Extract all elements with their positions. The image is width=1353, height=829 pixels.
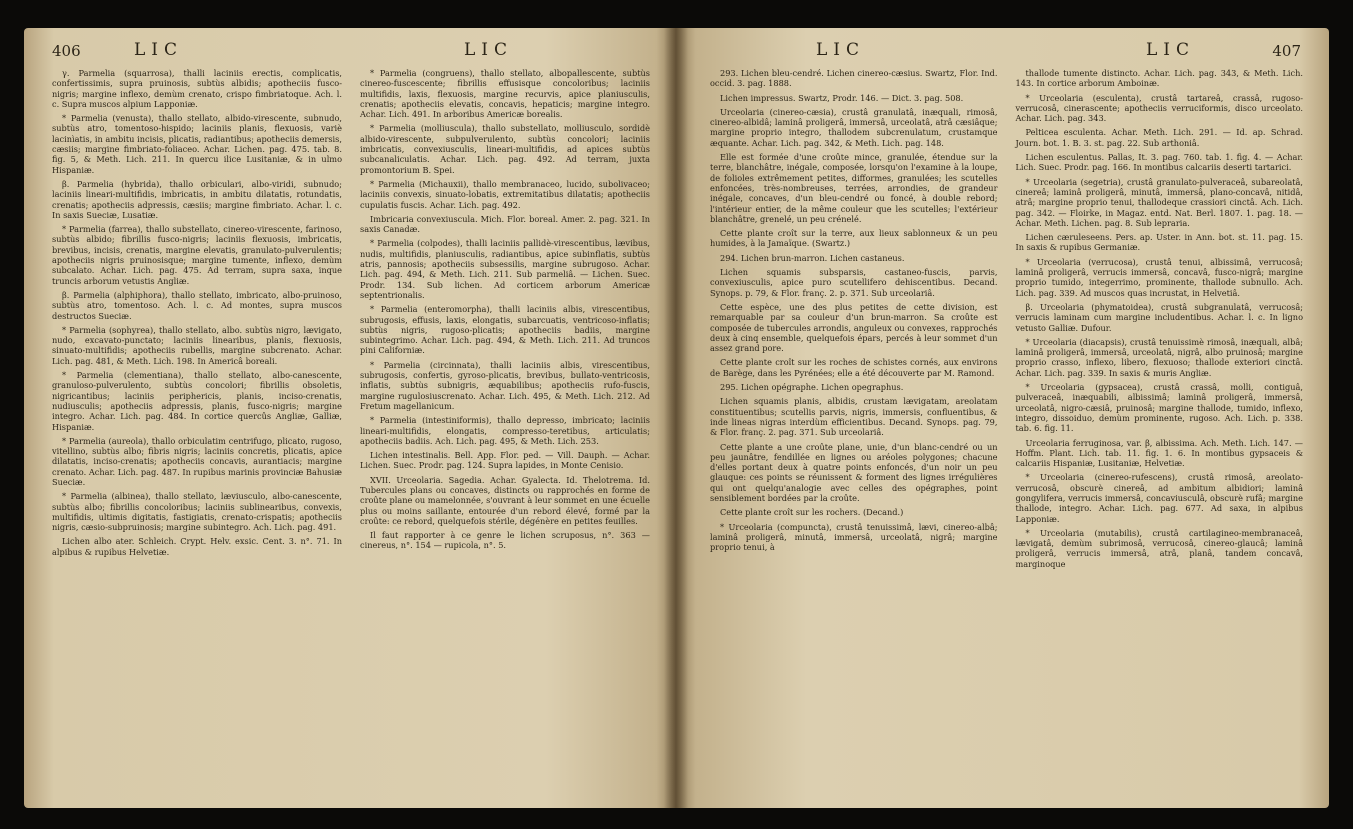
paragraph: * Urceolaria (verrucosa), crustâ tenui, albissimâ, verrucosâ; laminâ proligerâ, verrucis immersâ, concavâ, fusco-nigrâ; margine proprio tumido, integerrimo, prominente, thallode subnullo. Ach. Lich. pag. 339. Ad muscos quas incrustat, in Helvetiâ.	[1015, 256, 1303, 298]
left-page-header	[24, 40, 676, 66]
paragraph: * Urceolaria (cinereo-rufescens), crustâ rimosâ, areolato-verrucosâ, obscurè cinereâ, ad ambitum albidiori; laminâ gongylifera, verrucis immersâ, concaviusculâ, obscurè rufâ; margine thallode, integro. Achar. Lich. pag. 677. Ad saxa, in alpibus Lapponiæ.	[1015, 472, 1303, 524]
paragraph: * Parmelia (intestiniformis), thallo depresso, imbricato; laciniis lineari-multifidis, elongatis, compresso-teretibus, articulatis; apotheciis badiis. Ach. Lich. pag. 495, & Meth. Lich. 253.	[360, 415, 650, 446]
paragraph: Lichen squamis subsparsis, castaneo-fuscis, parvis, convexiusculis, apice puro scutellifero dehiscentibus. Decand. Synops. p. 79, & Flor. franç. 2. p. 371. Sub urceolariâ.	[710, 267, 998, 298]
right-page-columns	[710, 68, 1303, 796]
paragraph: Lichen cæruleseens. Pers. ap. Uster. in Ann. bot. st. 11. pag. 15. In saxis & rupibus Germaniæ.	[1015, 232, 1303, 253]
running-head: LIC	[134, 40, 184, 60]
paragraph: * Parmelia (congruens), thallo stellato, albopallescente, subtùs cinereo-fuscescente; fibrillis effusisque concoloribus; laciniis multifidis, laxis, flexuosis, margine recurvis, apice planiusculis, crenatis; apotheciis elevatis, concavis, hepaticis; margine integro. Achar. Lich. 491. In arboribus Americæ borealis.	[360, 68, 650, 120]
right-page	[676, 28, 1329, 808]
paragraph: * Parmelia (albinea), thallo stellato, læviusculo, albo-canescente, subtùs albo; fibrillis concoloribus; laciniis sublinearibus, convexis, multifidis, ultimis digitatis, fastigiatis, crenato-crispatis; apotheciis nigris, cæsio-subpruinosis; margine subintegro. Ach. Lich. pag. 491.	[52, 491, 342, 533]
paragraph: Cette plante croît sur les rochers. (Decand.)	[720, 507, 904, 518]
paragraph: Cette plante croît sur la terre, aux lieux sablonneux & un peu humides, à la Jamaïque. (Swartz.)	[710, 228, 998, 249]
open-book	[24, 28, 1329, 808]
paragraph: β. Parmelia (alphiphora), thallo stellato, imbricato, albo-pruinoso, subtùs atro, tomentoso. Ach. l. c. Ad montes, supra muscos destructos Sueciæ.	[52, 289, 342, 321]
paragraph: Lichen esculentus. Pallas, It. 3. pag. 760. tab. 1. fig. 4. — Achar. Lich. Suec. Prodr. pag. 166. In montibus calcariis deserti tartarici.	[1015, 152, 1303, 173]
paragraph: * Urceolaria (compuncta), crustâ tenuissimâ, lævi, cinereo-albâ; laminâ proligerâ, minutâ, immersâ, urceolatâ, nigrâ; margine proprio tenui, à	[710, 521, 998, 553]
paragraph: Lichen albo ater. Schleich. Crypt. Helv. exsic. Cent. 3. n°. 71. In alpibus & rupibus Helvetiæ.	[52, 536, 342, 557]
right-page-header	[676, 40, 1329, 66]
paragraph: Urceolaria ferruginosa, var. β, albissima. Ach. Meth. Lich. 147. — Hoffm. Plant. Lich. tab. 11. fig. 1. 6. In montibus gypsaceis & calcariis Hispaniæ, Lusitaniæ, Helvetiæ.	[1015, 437, 1303, 469]
paragraph: Lichen squamis planis, albidis, crustam lævigatam, areolatam constituentibus; scutellis parvis, nigris, immersis, confluentibus, & inde lineas nigras interdùm efficientibus. Decand. Synops. pag. 79, & Flor. franç. 2. pag. 371. Sub urceolariâ.	[710, 396, 998, 438]
paragraph: β. Parmelia (hybrida), thallo orbiculari, albo-viridi, subnudo; laciniis lineari-multifidis, imbricatis, in ambitu dilatatis, rotundatis, crenatis; apotheciis adpressis, cæsiis; margine fimbriato. Achar. l. c. In saxis Sueciæ, Lusatiæ.	[52, 178, 342, 220]
left-page	[24, 28, 676, 808]
page-number: 406	[52, 42, 81, 60]
text-column	[52, 68, 342, 796]
paragraph: Lichen intestinalis. Bell. App. Flor. ped. — Vill. Dauph. — Achar. Lichen. Suec. Prodr. pag. 124. Supra lapides, in Monte Cenisio.	[360, 450, 650, 471]
paragraph: 293. Lichen bleu-cendré. Lichen cinereo-cæsius. Swartz, Flor. Ind. occid. 3. pag. 1888.	[710, 68, 998, 89]
text-column	[710, 68, 998, 796]
paragraph: Elle est formée d'une croûte mince, granulée, étendue sur la terre, blanchâtre, inégale, composée, lorsqu'on l'examine à la loupe, de folioles extrêmement petites, difformes, granulées; les scutelles enfoncées, très-nombreuses, terrées, arrondies, de grandeur inégale, concaves, d'un bleu-cendré ou foncé, à double rebord; l'intérieur entier, de la même couleur que les scutelles; l'extérieur blanchâtre, grenelé, un peu crénelé.	[710, 152, 998, 224]
paragraph: * Urceolaria (diacapsis), crustâ tenuissimè rimosâ, inæquali, albâ; laminâ proligerâ, immersâ, urceolatâ, nigrâ, albo pruinosâ; margine proprio crasso, inflexo, libero, flexuoso; thallode exteriori cinctâ. Achar. Lich. pag. 339. In saxis & muris Angliæ.	[1015, 336, 1303, 378]
paragraph: thallode tumente distincto. Achar. Lich. pag. 343, & Meth. Lich. 143. In cortice arborum Amboinæ.	[1015, 68, 1303, 89]
paragraph: * Parmelia (colpodes), thalli laciniis pallidè-virescentibus, lævibus, nudis, multifidis, planiusculis, radiantibus, apice subinflatis, subtùs atris, pannosis; apotheciis subsessilis, margine subrugoso. Achar. Lich. pag. 494, & Meth. Lich. 211. Sub parmeliâ. — Lichen. Suec. Prodr. 134. Sub lichen. Ad corticem arborum Americæ septentrionalis.	[360, 238, 650, 300]
text-column	[1016, 68, 1304, 796]
paragraph: * Parmelia (clementiana), thallo stellato, albo-canescente, granuloso-pulverulento, subtùs concolori; fibrillis obsoletis, nigricantibus; laciniis periphericis, planis, inciso-crenatis, nudiusculis; apotheciis adpressis, planis, fusco-nigris; margine integro. Achar. Lich. pag. 484. In cortice quercûs Angliæ, Galliæ, Hispaniæ.	[52, 370, 342, 432]
paragraph: * Parmelia (sophyrea), thallo stellato, albo. subtùs nigro, lævigato, nudo, excavato-punctato; laciniis linearibus, planis, flexuosis, sinuato-multifidis; apotheciis rubellis, margine subcrenato. Achar. Lich. pag. 481, & Meth. Lich. 198. In Americâ boreali.	[52, 324, 342, 366]
paragraph: Cette plante croît sur les roches de schistes cornés, aux environs de Barège, dans les Pyrénées; elle a été découverte par M. Ramond.	[710, 357, 998, 378]
left-page-columns	[52, 68, 650, 796]
page-number: 407	[1272, 42, 1301, 60]
paragraph: Il faut rapporter à ce genre le lichen scruposus, n°. 363 — cinereus, n°. 154 — rupicola, n°. 5.	[360, 530, 650, 551]
paragraph: β. Urceolaria (phymatoidea), crustâ subgranulatâ, verrucosâ; verrucis laminam cum margine includentibus. Achar. l. c. In ligno vetusto Galliæ. Dufour.	[1015, 301, 1303, 333]
paragraph: * Parmelia (Michauxii), thallo membranaceo, lucido, subolivaceo; laciniis convexis, sinuato-lobatis, extremitatibus dilatatis; apotheciis cupulatis fuscis. Achar. Lich. pag. 492.	[360, 178, 650, 210]
paragraph: Pelticea esculenta. Achar. Meth. Lich. 291. — Id. ap. Schrad. Journ. bot. 1. B. 3. st. pag. 22. Sub arthoniâ.	[1015, 127, 1303, 148]
paragraph: * Parmelia (circinnata), thalli laciniis albis, virescentibus, subrugosis, confertis, gyroso-plicatis, brevibus, bullato-ventricosis, inflatis, subtùs subnigris, æquabilibus; apotheciis rufo-fuscis, margine rugulosiuscrenato. Achar. Lich. 495, & Meth. Lich. 212. Ad Fretum magellanicum.	[360, 359, 650, 411]
paragraph: * Urceolaria (esculenta), crustâ tartareâ, crassâ, rugoso-verrucosâ, cinerascente; apotheciis verruciformis, disco urceolato. Achar. Lich. pag. 343.	[1015, 92, 1303, 124]
paragraph: * Parmelia (farrea), thallo substellato, cinereo-virescente, farinoso, subtùs albido; fibrillis fusco-nigris; laciniis flexuosis, imbricatis, brevibus, incisis, crenatis, margine elevatis, granulato-pulverulentis; apotheciis nigris pruinosisque; margine tumente, inflexo, demùm subcalato. Achar. Lich. pag. 475. Ad terram, supra saxa, inque truncis arborum vetustis Angliæ.	[52, 224, 342, 286]
paragraph: 295. Lichen opégraphe. Lichen opegraphus.	[720, 382, 904, 393]
running-head: LIC	[1146, 40, 1196, 60]
paragraph: 294. Lichen brun-marron. Lichen castaneus.	[720, 252, 905, 263]
paragraph: * Parmelia (molliuscula), thallo substellato, molliusculo, sordidè albido-virescente, subpulverulento, subtùs concolori; laciniis imbricatis, convexiusculis, lineari-multifidis, ad apices subtùs subcanaliculatis. Achar. Lich. pag. 492. Ad terram, juxta promontorium B. Spei.	[360, 123, 650, 175]
paragraph: * Urceolaria (gypsacea), crustâ crassâ, molli, contiguâ, pulveraceâ, inæquabili, albissimâ; laminâ proligerâ, immersâ, urceolatâ, nigro-cæsiâ, pruinosâ; margine thallode, tumido, inflexo, integro, dissoiduo, demùm prominente, rugoso. Ach. Lich. p. 338. tab. 6. fig. 11.	[1015, 382, 1303, 434]
paragraph: Lichen impressus. Swartz, Prodr. 146. — Dict. 3. pag. 508.	[720, 92, 964, 103]
paragraph: Cette plante a une croûte plane, unie, d'un blanc-cendré ou un peu jaunâtre, fendillée en lignes ou aréoles polygones; chacune d'elles portant deux à quatre points enfoncés, d'un noir un peu glauque: ces points se réunissent & forment des lignes irrégulières qui ont quelqu'analogie avec celles des opégraphes, point sensiblement bordées par la croûte.	[710, 441, 998, 503]
paragraph: Imbricaria convexiuscula. Mich. Flor. boreal. Amer. 2. pag. 321. In saxis Canadæ.	[360, 213, 650, 235]
paragraph: * Urceolaria (segetria), crustâ granulato-pulveraceâ, subareolatâ, cinereâ; laminâ proligerâ, minutâ, immersâ, plano-concavâ, nitidâ, atrâ; margine proprio tenui, thallodeque crassiori cinctâ. Ach. Lich. pag. 342. — Floirke, in Magaz. entd. Nat. Berl. 1807. 1. pag. 18. — Achar. Meth. Lichen. pag. 8. Sub lepraria.	[1015, 176, 1303, 228]
paragraph: Cette espèce, une des plus petites de cette division, est remarquable par sa couleur d'un brun-marron. Sa croûte est composée de tubercules arrondis, anguleux ou convexes, rapprochés deux à cinq ensemble, quelquefois épars, percés à leur sommet d'un assez grand pore.	[710, 301, 998, 354]
paragraph: Urceolaria (cinereo-cæsia), crustâ granulatâ, inæquali, rimosâ, cinereo-albidâ; laminâ proligerâ, immersâ, urceolatâ, atrâ cæsiâque; margine proprio integro, thallodem subcrenulatum, crustamque æquante. Achar. Lich. pag. 342, & Meth. Lich. pag. 148.	[710, 106, 998, 148]
paragraph: * Parmelia (aureola), thallo orbiculatim centrifugo, plicato, rugoso, vitellino, subtùs albo; fibris nigris; laciniis concretis, plicatis, apice dilatatis, inciso-crenatis; apotheciis concavis, aurantiacis; margine crenato. Achar. Lich. pag. 487. In rupibus marinis provinciæ Bahusiæ Sueciæ.	[52, 435, 342, 487]
paragraph: * Parmelia (venusta), thallo stellato, albido-virescente, subnudo, subtùs atro, tomentoso-hispido; laciniis planis, flexuosis, variè lacinìatis, in ambitu incisis, plicatis, radiantibus; apotheciis demersis, cæsiis; margine fimbriato-foliaceo. Achar. Lichen. pag. 475. tab. 8. fig. 5, & Meth. Lich. 211. In quercu ilice Lusitaniæ, & in ulmo Hispaniæ.	[52, 113, 342, 175]
paragraph: XVII. Urceolaria. Sagedia. Achar. Gyalecta. Id. Thelotrema. Id. Tubercules plans ou concaves, distincts ou rapprochés en forme de croûte plane ou mamelonnée, s'ouvrant à leur sommet en une écuelle plus ou moins saillante, entourée d'un rebord élevé, formé par la croûte: ce rebord, quelquefois stérile, dégénère en petites feuilles.	[360, 474, 650, 526]
running-head: LIC	[464, 40, 514, 60]
running-head: LIC	[816, 40, 866, 60]
paragraph: * Urceolaria (mutabilis), crustâ cartilagineo-membranaceâ, lævigatâ, demùm subrimosâ, verrucosâ, cinereo-glaucâ; laminâ proligerâ, verrucis immersâ, atrâ, planâ, tandem concavâ, marginoque	[1015, 527, 1303, 569]
paragraph: * Parmelia (enteromorpha), thalli laciniis albis, virescentibus, subrugosis, effusis, laxis, elongatis, subarcuatis, ventricoso-inflatis; subtùs nigris, rugoso-plicatis; apotheciis badiis, margine subintegrimo. Achar. Lich. pag. 494, & Meth. Lich. 211. Ad truncos pini Californiæ.	[360, 304, 650, 356]
text-column	[360, 68, 650, 796]
paragraph: γ. Parmelia (squarrosa), thalli laciniis erectis, complicatis, confertissimis, supra pruinosis, subtùs albidis; apotheciis fusco-nigris; margine inflexo, demùm crenato, crispo fimbriatoque. Ach. l. c. Supra muscos alpium Lapponiæ.	[52, 68, 342, 109]
